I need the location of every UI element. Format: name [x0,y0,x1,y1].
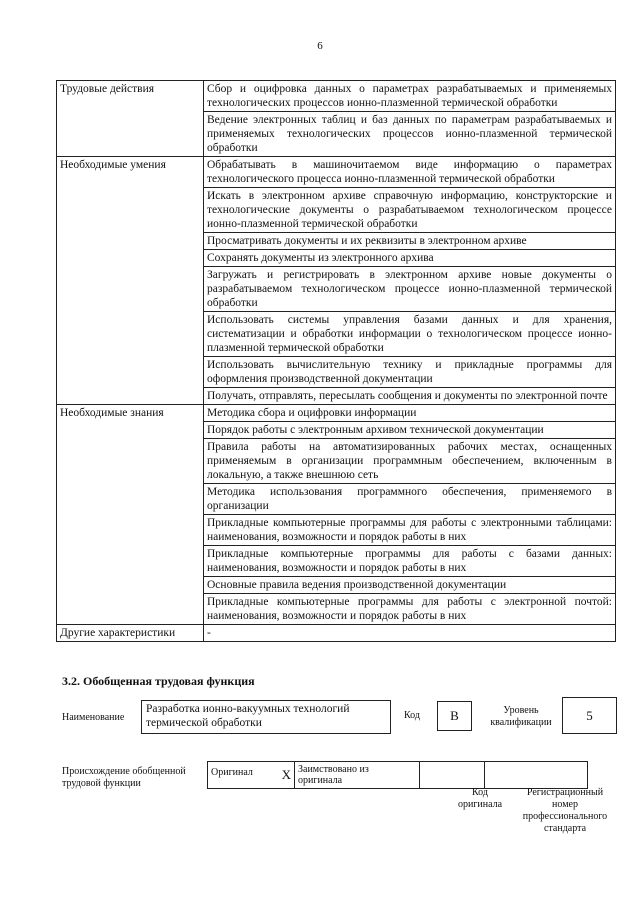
level-label [485,705,557,729]
item-cell: Обрабатывать в машиночитаемом виде информацию о параметрах технологического процесса ионно-плазменной термической обработки [204,157,616,188]
table-row [57,157,616,188]
reg-caption-line-2: номер [552,799,578,810]
item-cell: Прикладные компьютерные программы для работы с базами данных: наименования, возможности и порядок работы в них [204,546,616,577]
table-row [57,81,616,112]
original-label: Оригинал [211,767,253,778]
item-cell: Получать, отправлять, пересылать сообщения и документы по электронной почте [204,388,616,405]
section-heading: 3.2. Обобщенная трудовая функция [62,674,255,688]
item-cell: Использовать вычислительную технику и прикладные программы для оформления производственной документации [204,357,616,388]
item-cell: Методика сбора и оцифровки информации [204,405,616,422]
orig-code-caption [445,787,515,811]
labor-functions-table [56,80,616,642]
origin-label-line-1: Происхождение обобщенной [62,766,186,777]
item-cell: Просматривать документы и их реквизиты в электронном архиве [204,233,616,250]
item-cell: Порядок работы с электронным архивом технической документации [204,422,616,439]
level-label-line-2: квалификации [490,717,552,728]
reg-caption-line-3: профессионального [522,811,608,822]
level-value-box: 5 [562,697,617,734]
table-row [57,625,616,642]
origin-label-line-2: трудовой функции [62,778,141,789]
category-cell: Необходимые знания [57,405,204,625]
category-cell: Необходимые умения [57,157,204,405]
category-cell: Другие характеристики [57,625,204,642]
reg-caption-line-1: Регистрационный [526,787,604,798]
original-cell [208,762,295,789]
table-row [57,405,616,422]
code-label: Код [404,710,420,721]
item-cell: Основные правила ведения производственной документации [204,577,616,594]
borrowed-label-line-2: оригинала [298,775,343,786]
borrowed-cell [295,762,420,789]
item-cell: Сохранять документы из электронного архива [204,250,616,267]
item-cell: Прикладные компьютерные программы для работы с электронными таблицами: наименования, возможности и порядок работы в них [204,515,616,546]
item-cell: Ведение электронных таблиц и баз данных по параметрам разрабатываемых и применяемых технологических процессов ионно-плазменной термической обработки [204,112,616,157]
item-cell: Прикладные компьютерные программы для работы с электронной почтой: наименования, возможности и порядок работы в них [204,594,616,625]
category-cell: Трудовые действия [57,81,204,157]
reg-caption-line-4: стандарта [543,823,587,834]
item-cell: Правила работы на автоматизированных рабочих местах, оснащенных применяемым в организации программным обеспечением, включенным в локальную, а также внешнюю сеть [204,439,616,484]
name-value-box: Разработка ионно-вакуумных технологий термической обработки [141,700,391,734]
name-label: Наименование [62,712,125,723]
item-cell: Методика использования программного обеспечения, применяемого в организации [204,484,616,515]
item-cell: - [204,625,616,642]
reg-number-caption [513,787,617,835]
item-cell: Искать в электронном архиве справочную информацию, конструкторские и технологические документы о разрабатываемом технологическом процессе ионно-плазменной термической обработки [204,188,616,233]
origin-table [207,761,588,789]
item-cell: Загружать и регистрировать в электронном архиве новые документы о разрабатываемом технологическом процессе ионно-плазменной термической обработки [204,267,616,312]
page-number: 6 [317,40,323,52]
original-mark: X [281,767,291,782]
registration-number-cell [485,762,588,789]
orig-code-caption-line-1: Код [472,787,488,798]
borrowed-label-line-1: Заимствовано из [298,764,369,775]
level-label-line-1: Уровень [503,705,539,716]
original-code-cell [420,762,485,789]
item-cell: Сбор и оцифровка данных о параметрах разрабатываемых и применяемых технологических процессов ионно-плазменной термической обработки [204,81,616,112]
orig-code-caption-line-2: оригинала [457,799,503,810]
code-value-box: B [437,701,472,731]
item-cell: Использовать системы управления базами данных и для хранения, систематизации и обработки информации о технологическом процессе ионно-плазменной термической обработки [204,312,616,357]
origin-label [62,766,186,790]
